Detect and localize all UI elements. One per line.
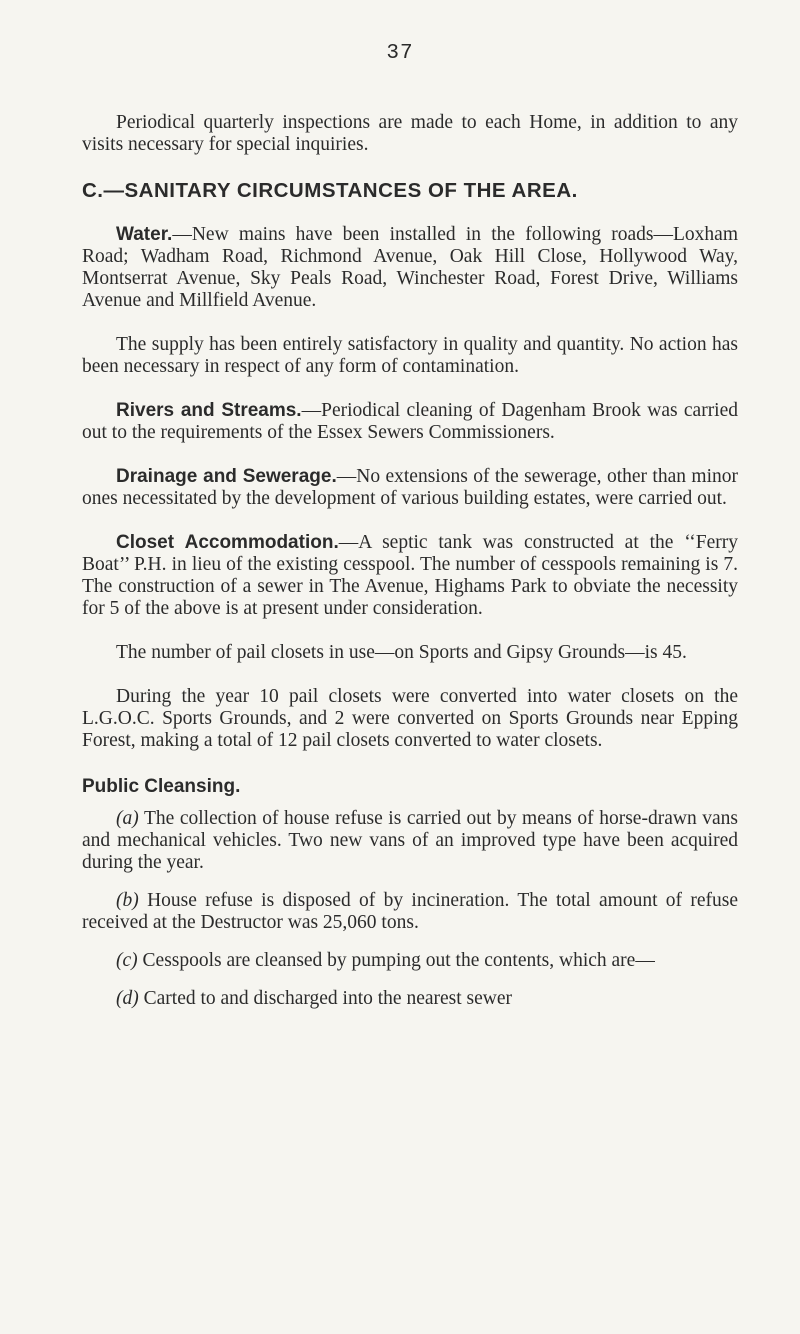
cleansing-item-label: (c) bbox=[116, 950, 138, 971]
cleansing-item-text: Cesspools are cleansed by pumping out the contents, which are— bbox=[137, 950, 655, 971]
drainage-paragraph bbox=[82, 466, 738, 510]
cleansing-item-label: (d) bbox=[116, 988, 139, 1009]
page-body bbox=[82, 112, 738, 1010]
water-paragraph bbox=[82, 224, 738, 312]
cleansing-item-a bbox=[82, 808, 738, 874]
cleansing-item-b bbox=[82, 890, 738, 934]
cleansing-item-c bbox=[82, 950, 738, 972]
drainage-text: —No extensions of the sewerage, other than minor ones necessitated by the development of various building estates, were carried out. bbox=[82, 466, 738, 509]
water-heading: Water. bbox=[116, 224, 173, 245]
page-number: 37 bbox=[386, 42, 414, 65]
drainage-heading: Drainage and Sewerage. bbox=[116, 466, 337, 487]
cleansing-item-label: (a) bbox=[116, 808, 139, 829]
cleansing-heading: Public Cleansing. bbox=[82, 776, 241, 797]
closet-text: —A septic tank was constructed at the ‘‘Ferry Boat’’ P.H. in lieu of the existing cesspool. The number of cesspools remaining is 7. The construction of a sewer in The Avenue, Highams Park to obviate the necessity for 5 of the above is at present under consideration. bbox=[82, 532, 739, 619]
water-text: —New mains have been installed in the following roads—Loxham Road; Wadham Road, Richmond Avenue, Oak Hill Close, Hollywood Way, Montserrat Avenue, Sky Peals Road, Winchester Road, Forest Drive, Williams Avenue and Millfield Avenue. bbox=[82, 224, 738, 311]
converted-closets-paragraph: During the year 10 pail closets were converted into water closets on the L.G.O.C. Sports Grounds, and 2 were converted on Sports Grounds near Epping Forest, making a total of 12 pail closets converted to water closets. bbox=[82, 686, 738, 751]
section-title: C.—SANITARY CIRCUMSTANCES OF THE AREA. bbox=[82, 179, 578, 202]
pail-closets-paragraph: The number of pail closets in use—on Sports and Gipsy Grounds—is 45. bbox=[116, 642, 687, 663]
cleansing-item-text: The collection of house refuse is carried out by means of horse-drawn vans and mechanical vehicles. Two new vans of an improved type have been acquired during the year. bbox=[82, 808, 738, 873]
water-supply-paragraph: The supply has been entirely satisfactory in quality and quantity. No action has been necessary in respect of any form of contamination. bbox=[82, 334, 738, 377]
cleansing-item-d bbox=[82, 988, 738, 1010]
rivers-text: —Periodical cleaning of Dagenham Brook was carried out to the requirements of the Essex Sewers Commissioners. bbox=[82, 400, 739, 443]
rivers-paragraph bbox=[82, 400, 738, 444]
closet-paragraph bbox=[82, 532, 738, 620]
cleansing-item-text: House refuse is disposed of by incineration. The total amount of refuse received at the Destructor was 25,060 tons. bbox=[82, 890, 738, 933]
intro-paragraph: Periodical quarterly inspections are made to each Home, in addition to any visits necessary for special inquiries. bbox=[82, 112, 738, 155]
rivers-heading: Rivers and Streams. bbox=[116, 400, 302, 421]
cleansing-item-label: (b) bbox=[116, 890, 139, 911]
cleansing-item-text: Carted to and discharged into the nearest sewer bbox=[138, 988, 513, 1009]
closet-heading: Closet Accommodation. bbox=[116, 532, 339, 553]
